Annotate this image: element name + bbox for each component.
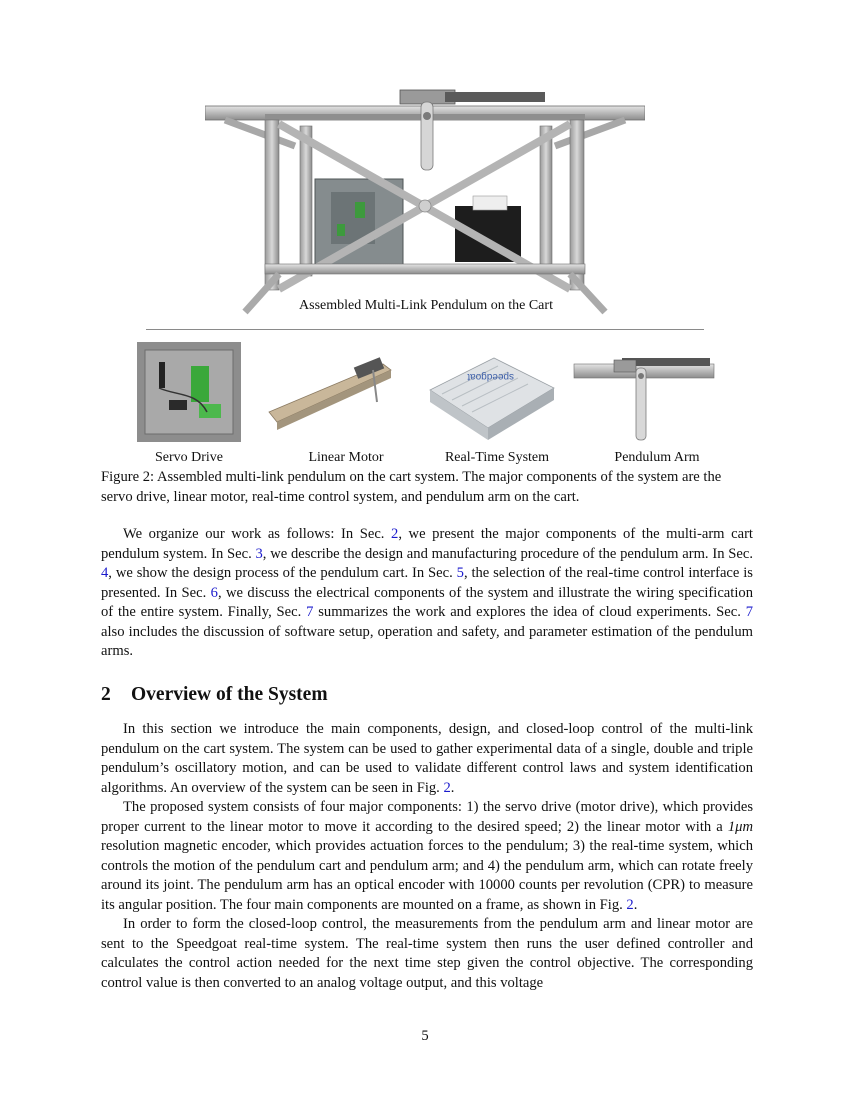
component-label-pendulum-arm: Pendulum Arm <box>614 450 700 465</box>
figure-caption: Figure 2: Assembled multi-link pendulum on the cart system. The major components of the system are the servo drive, linear motor, real-time control system, and pendulum arm on the cart. <box>101 469 722 505</box>
real-time-system-photo <box>428 342 556 442</box>
linear-motor-photo <box>265 342 395 438</box>
sec-ref-link[interactable]: 7 <box>745 604 753 620</box>
component-label-real-time-system: Real-Time System <box>444 450 550 465</box>
component-label-linear-motor: Linear Motor <box>308 450 384 465</box>
math-resolution: 1μm <box>727 818 753 835</box>
page-number: 5 <box>421 1028 429 1044</box>
pendulum-arm-photo <box>572 342 716 442</box>
sec-ref-link[interactable]: 5 <box>456 565 464 581</box>
fig-ref-link[interactable]: 2 <box>443 779 451 796</box>
sec-ref-link[interactable]: 6 <box>210 584 218 601</box>
speedgoat-logo: speedgoat <box>467 371 514 382</box>
intro-paragraph: We organize our work as follows: In Sec. 2, we present the major components of the multi-arm cart pendulum system. In Sec. 3, we describe the design and manufacturing procedure of the pendulum arm. In Sec. 4, we show the design process of the pendulum cart. In Sec. 5, the selection of the real-time control interface is presented. In Sec. 6, we discuss the electrical components of the system and illustrate the wiring specification of the entire system. Finally, Sec. 7 summarizes the work and explores the idea of cloud experiments. Sec. 7 also includes the discussion of software setup, operation and safety, and parameter estimation of the pendulum arms. <box>101 526 753 659</box>
math-cpr: 10000 <box>478 877 515 893</box>
sec-ref-link[interactable]: 3 <box>255 545 263 562</box>
fig-ref-link[interactable]: 2 <box>626 896 634 913</box>
section-body <box>101 720 753 993</box>
sec-ref-link[interactable]: 7 <box>306 604 314 620</box>
body-paragraph-3: In order to form the closed-loop control, the measurements from the pendulum arm and linear motor are sent to the Speedgoat real-time system. The real-time system then runs the user defined controller and calculates the control action needed for the next time step given the control objective. The corresponding control value is then converted to an analog voltage output, and this voltage <box>101 916 753 991</box>
section-number: 2 <box>101 684 111 705</box>
body-paragraph-2: The proposed system consists of four major components: 1) the servo drive (motor drive), which provides proper current to the linear motor to move it according to the desired speed; 2) the linear motor with a 1μm resolution magnetic encoder, which provides actuation forces to the pendulum; 3) the real-time system, which controls the motion of the pendulum cart and pendulum arm; and 4) the pendulum arm, which can rotate freely around its joint. The pendulum arm has an optical encoder with 10000 counts per revolution (CPR) to measure its angular position. The four main components are mounted on a frame, as shown in Fig. 2. <box>101 799 754 913</box>
section-heading <box>101 684 328 706</box>
assembled-pendulum-photo <box>205 84 645 316</box>
sec-ref-link[interactable]: 2 <box>391 526 399 542</box>
main-figure-label: Assembled Multi-Link Pendulum on the Cart <box>299 298 553 313</box>
section-title: Overview of the System <box>131 684 328 705</box>
body-paragraph-1: In this section we introduce the main components, design, and closed-loop control of the multi-link pendulum on the cart system. The system can be used to gather experimental data of a single, double and triple pendulum’s oscillatory motion, and can be used to validate different control laws and system identification algorithms. An overview of the system can be seen in Fig. 2. <box>101 721 753 796</box>
figure-divider <box>146 329 704 330</box>
servo-drive-photo <box>137 342 241 442</box>
sec-ref-link[interactable]: 4 <box>101 565 109 581</box>
component-label-servo-drive: Servo Drive <box>154 450 224 465</box>
